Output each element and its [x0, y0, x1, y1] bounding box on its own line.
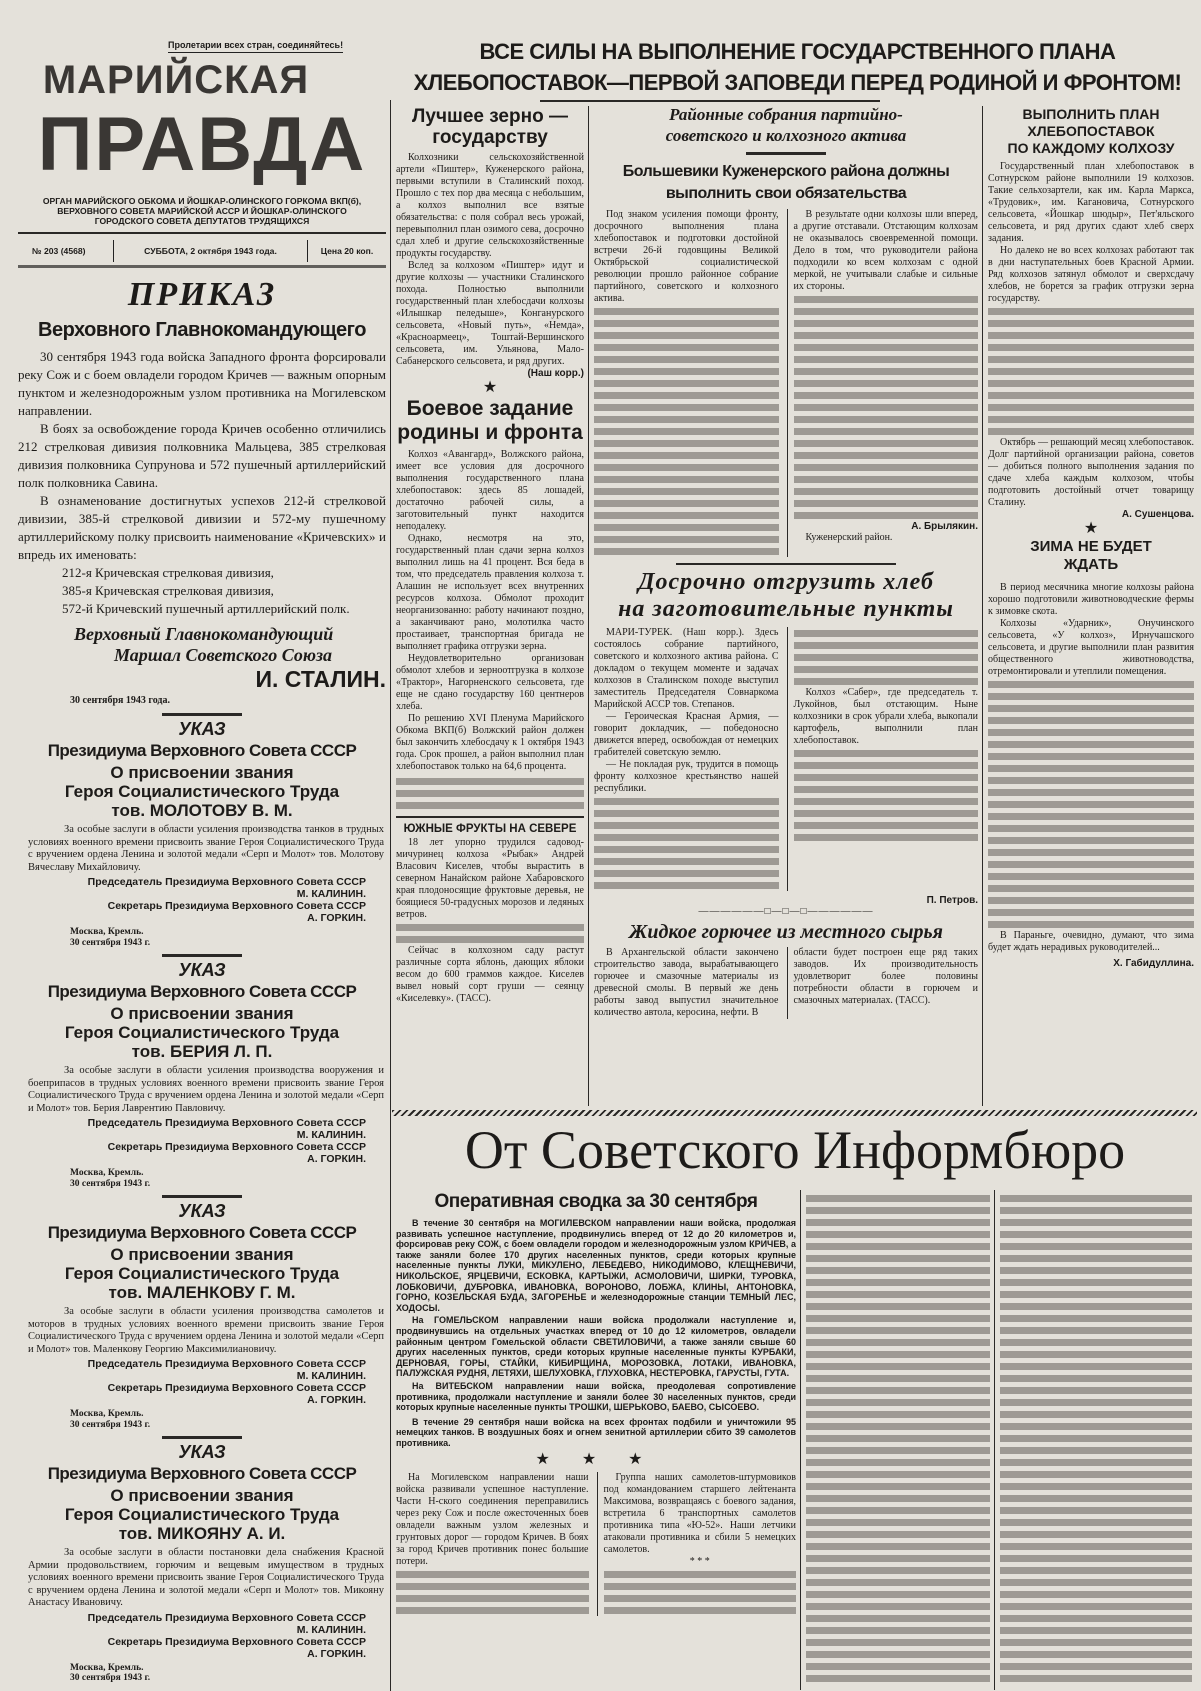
ukaz-secretary: Секретарь Президиума Верховного Совета СССР [107, 900, 366, 912]
banner-line: ВСЕ СИЛЫ НА ВЫПОЛНЕНИЕ ГОСУДАРСТВЕННОГО ПЛАНА [479, 39, 1116, 64]
article-paragraph: 18 лет упорно трудился садовод-мичуринец колхоза «Рыбак» Андрей Власович Киселев, чтобы вырастить в северном Нанайском районе Хабаровского края плодоносящие фруктовые деревья, не боящиеся 50-градусных морозов и ледяных ветров. [396, 837, 584, 920]
article-paragraph: — Не покладая рук, трудится в помощь фронту колхозное крестьянство нашей республики. [594, 759, 779, 794]
article-title: Жидкое горючее из местного сырья [629, 921, 943, 943]
report-continuation-text [1000, 1192, 1192, 1687]
ukaz-person: тов. МОЛОТОВУ В. М. [111, 801, 293, 820]
organ-line: ОРГАН МАРИЙСКОГО ОБКОМА И ЙОШКАР-ОЛИНСКОГО ГОРКОМА ВКП(б), [42, 196, 362, 206]
prikaz-paragraph: В ознаменование достигнутых успехов 212-й стрелковой дивизии, 385-й стрелковой дивизии и 572-му пушечному артиллерийскому полку присвоить наименование «Кричевских» и впредь их именовать: [18, 493, 386, 562]
ukaz-date: 30 сентября 1943 г. [70, 1419, 151, 1430]
prikaz-title: ПРИКАЗ [127, 276, 277, 313]
ukaz-place: Москва, Кремль. [70, 1168, 144, 1178]
ukaz-issuer: Президиума Верховного Совета СССР [47, 741, 357, 760]
news-paragraph: На Могилевском направлении наши войска развивали успешное наступление. Части Н-ского соединения переправились через реку Сож и после ожесточенных боев овладели важным узлом железных и грунтовых дорог — городом Кричев. В боях за город Кричев противник понес большие потери. [396, 1472, 589, 1568]
issue-number: № 203 (4568) [32, 246, 86, 256]
article-paragraph: Колхозники сельскохозяйственной артели «Пиштер», Куженерского района, первыми вступили в Сталинский поход. Прошло с тех пор два месяца с небольшим, а колхоз выполнил все взятые обязательства: с поля собрал весь урожай, перевыполнил план озимого сева, досрочно сдал хлеб и другие сельскохозяйственные продукты государству. [396, 152, 584, 259]
masthead-organ [18, 196, 386, 226]
divider [162, 954, 242, 957]
ukaz-secretary: Секретарь Президиума Верховного Совета СССР [107, 1141, 366, 1153]
organ-line: ВЕРХОВНОГО СОВЕТА МАРИЙСКОЙ АССР И ЙОШКАР-ОЛИНСКОГО [57, 206, 347, 216]
organ-line: ГОРОДСКОГО СОВЕТА ДЕПУТАТОВ ТРУДЯЩИХСЯ [94, 216, 310, 226]
article-paragraph: В Параньге, очевидно, думают, что зима будет ждать нерадивых руководителей... [988, 930, 1194, 953]
unit-name: 212-я Кричевская стрелковая дивизия, [62, 565, 274, 580]
text-block [594, 795, 779, 891]
issue-info-row [18, 240, 386, 262]
ornament-divider: ——————□—□—□—————— [698, 906, 874, 917]
ukaz-person: тов. МАЛЕНКОВУ Г. М. [108, 1283, 296, 1302]
ukaz-body: За особые заслуги в области усиления производства танков в трудных условиях военного времени присвоить звание Героя Социалистического Труда с вручением ордена Ленина и золотой медали «Серп и Молот» тов. Молотову Вячеславу Михайловичу. [28, 824, 384, 873]
column-b [594, 104, 978, 1019]
prikaz-signer-title: Маршал Советского Союза [114, 645, 333, 665]
masthead-title-main: ПРАВДА [37, 102, 367, 187]
report-paragraph: В течение 30 сентября на МОГИЛЕВСКОМ направлении наши войска, продолжая развивать успешное наступление, продвинулись вперед от 12 до 20 километров и, форсировав реку СОЖ, с боем овладели городом и железнодорожным узлом КРИЧЕВ, а также заняли более 170 других населенных пунктов, среди которых крупные населенные пункты ЛУКИ, МИКУЛЕНО, ЛЕБЕДЕВО, НИКОДИМОВО, КЛЕЩНЕВИЧИ, НИКОЛЬСКОЕ, ЯРЦЕВИЧИ, ЕСКОВКА, КАРТЫЖИ, АСМОЛОВИЧИ, ШИРКИ, ТУРОВКА, ЛОБКОВИЧИ, ДУБРОВКА, ИВАНОВКА, ВОРОНОВО, ЛОБЖА, КЛИНЫ, АНТОНОВКА, ГОРНО, КОЗЕЛЬСКАЯ БУДА, ЗАГОРЕНЬЕ и железнодорожные станции ТЕМНЫЙ ЛЕС, ХОДОСЫ. [396, 1218, 796, 1313]
text-block [604, 1568, 797, 1616]
ukaz-title: УКАЗ [178, 1201, 226, 1221]
sovinform-title: От Советского Информбюро [464, 1120, 1126, 1180]
ukaz-body: За особые заслуги в области усиления производства вооружения и боеприпасов в трудных условиях военного времени присвоить звание Героя Социалистического Труда с вручением ордена Ленина и золотой медали «Серп и Молот» тов. Берия Лаврентию Павловичу. [28, 1065, 384, 1114]
ukaz-person: тов. БЕРИЯ Л. П. [131, 1042, 273, 1061]
article-paragraph: Государственный план хлебопоставок в Сотнурском районе выполнили 19 колхозов. Такие сельхозартели, как им. Карла Маркса, «Трудовик», им. Кагановича, Сотнурского сельсовета, «Йошкар шюдыр», Пет'яльского сельсовета, и ряд других сдают хлеб сверх задания. [988, 161, 1194, 244]
article-paragraph: — Героическая Красная Армия, — говорит докладчик, — победоносно движется вперед, освобождая от немецких грабителей советскую землю. [594, 711, 779, 758]
article-paragraph: По решению XVI Пленума Марийского Обкома ВКП(б) Волжский район должен был закончить хлебосдачу к 1 октября 1943 года. Срок прошел, а район выполнил план хлебопоставок только на 64,6 процента. [396, 713, 584, 772]
signature: П. Петров. [926, 895, 978, 906]
ukaz-body: За особые заслуги в области постановки дела снабжения Красной Армии продовольствием, горючим и вещевым имуществом в трудных условиях военного времени присвоить звание Героя Социалистического Труда с вручением ордена Ленина и золотой медали «Серп и Молот» тов. Микояну Анастасу Ивановичу. [28, 1547, 384, 1608]
headline: выполнить свои обязательства [665, 185, 907, 202]
article-paragraph: Сейчас в колхозном саду растут различные сорта яблонь, дающих яблоки весом до 600 граммов каждое. Киселев вывел новый сорт груши — сеянцу «Киселевку». (ТАСС). [396, 945, 584, 1004]
sovinform-report [396, 1190, 796, 1616]
ukaz-title: УКАЗ [178, 719, 226, 739]
ukaz-date: 30 сентября 1943 г. [70, 1673, 151, 1683]
text-block [396, 1568, 589, 1616]
divider [162, 1436, 242, 1439]
stars-divider: ★ ★ ★ [535, 1451, 657, 1469]
ukaz-place: Москва, Кремль. [70, 1409, 144, 1419]
star-icon: ★ [482, 379, 498, 396]
divider [162, 1195, 242, 1198]
ukaz-block [18, 1195, 386, 1430]
ukaz-about: О присвоении звания [110, 1004, 294, 1023]
report-paragraph: На ГОМЕЛЬСКОМ направлении наши войска продолжали наступление и, продвинувшись на отдельных участках вперед от 10 до 12 километров, овладели районным центром Гомельской области СВЕТИЛОВИЧИ, а также заняли свыше 60 других населенных пунктов, среди которых крупные населенные пункты КУРБАКИ, ДЕРНОВАЯ, ГОРЫ, СТАЙКИ, КИБИРЩИНА, МОРОЗОВКА, ЛОТАКИ, ИВАНОВКА, ПАЛУЖСКАЯ РУДНЯ, ЛЕТЯХИ, ШЕЛУХОВКА, ГЛУХОВКА, НЕСТЕРОВКА, ГАРУСТЫ, ГУТА. [396, 1315, 796, 1379]
article-paragraph: Неудовлетворительно организован обмолот хлебов и зерноотгрузка в колхозе «Трактор», Нагорненского сельсовета, где еще не сдано государству 160 центнеров хлеба. [396, 653, 584, 712]
text-block [794, 293, 979, 521]
article-paragraph: области будет построен еще ряд таких заводов. Их производительность удовлетворит более половины потребности области в горючем и смазочных материалах. (ТАСС). [793, 947, 978, 1006]
ukaz-date: 30 сентября 1943 г. [70, 1178, 151, 1189]
text-block [794, 627, 979, 687]
column-c [988, 106, 1194, 969]
masthead-title-top: МАРИЙСКАЯ [42, 58, 310, 102]
article-title: Досрочно отгрузить хлеб на заготовительные пункты [618, 569, 954, 622]
ukaz-chair: Председатель Президиума Верховного Совета СССР [87, 1117, 366, 1129]
prikaz-signer-name: И. СТАЛИН. [255, 666, 386, 692]
article-paragraph: Колхозы «Ударник», Онучинского сельсовета, «У колхоз», Ирнучашского сельсовета, и другие выполнили план развития общественного животноводства, отремонтировали и утеплили помещения. [988, 618, 1194, 677]
article-paragraph: Колхоз «Авангард», Волжского района, имеет все условия для досрочного выполнения государственного плана хлебопоставок: здесь 85 лошадей, достаточно рабочей силы, а заготовительный пункт находится неподалеку. [396, 449, 584, 532]
ukaz-block [18, 1436, 386, 1684]
ukaz-title: УКАЗ [178, 960, 226, 980]
ukaz-chair: Председатель Президиума Верховного Совета СССР [87, 1358, 366, 1370]
small-stars: * * * [689, 1556, 710, 1568]
text-block [594, 305, 779, 557]
report-paragraph: На ВИТЕБСКОМ направлении наши войска, преодолевая сопротивление противника, продолжали наступление и заняли более 30 населенных пунктов, среди которых крупные населенные пункты ТРОШКИ, ШЕРЬКОВО, БАЕВО, СЫСОЕВО. [396, 1380, 796, 1413]
ukaz-about: О присвоении звания [110, 1245, 294, 1264]
article-title: ЮЖНЫЕ ФРУКТЫ НА СЕВЕРЕ [403, 823, 577, 835]
ukaz-rank: Героя Социалистического Труда [64, 1264, 340, 1283]
ukaz-secretary-name: А. ГОРКИН. [307, 1394, 366, 1406]
ukaz-rank: Героя Социалистического Труда [64, 782, 340, 801]
wavy-divider [392, 1110, 1197, 1116]
ukaz-about: О присвоении звания [110, 1486, 294, 1505]
ukaz-about: О присвоении звания [110, 763, 294, 782]
article-paragraph: В результате одни колхозы шли вперед, а другие отставали. Отстающим колхозам не оказывалось своевременной помощи. Дело в том, что руководители района подходили ко всем колхозам с одной меркой, не учитывали слабые и сильные их стороны. [793, 209, 978, 292]
ukaz-place: Москва, Кремль. [70, 1662, 144, 1673]
article-title: Лучшее зерно — государству [412, 106, 568, 148]
prikaz-paragraph: В боях за освобождение города Кричев особенно отличились 212 стрелковая дивизия полковника Мальцева, 385 стрелковая дивизия полковника Супрунова и 572 пушечный артиллерийский полк полковника Савина. [18, 421, 386, 490]
article-paragraph: Под знаком усиления помощи фронту, досрочного выполнения плана хлебопоставок и подготовки достойной встречи 26-й годовщины Великой Октябрьской социалистической революции прошло районное собрание партийного, советского и колхозного актива. [594, 209, 779, 304]
article-paragraph: В период месячника многие колхозы района хорошо подготовили животноводческие фермы к зимовке скота. [988, 582, 1194, 617]
ukaz-date: 30 сентября 1943 г. [70, 937, 151, 948]
article-title: Боевое задание родины и фронта [397, 397, 583, 444]
prikaz-signer-title: Верховный Главнокомандующий [74, 624, 334, 644]
ukaz-chair: Председатель Президиума Верховного Совета СССР [87, 1611, 366, 1624]
ukaz-secretary-name: А. ГОРКИН. [307, 912, 366, 924]
article-paragraph: В Архангельской области закончено строительство завода, вырабатывающего горючее и смазочные материалы из древесной смолы. В первый же день работы завод выпустил значительное количество автола, керосина, нефти. В [594, 947, 779, 1018]
report-title: Оперативная сводка за 30 сентября [434, 1191, 758, 1212]
ukaz-place: Москва, Кремль. [70, 927, 144, 937]
article-paragraph: Колхоз «Сабер», где председатель т. Лукойнов, был отстающим. Ныне колхозники в срок убрали хлеба, выкопали картофель, выполнили план хлебопоставок. [793, 687, 978, 746]
banner-headline [395, 38, 1200, 100]
text-block [988, 305, 1194, 437]
column-a [396, 106, 584, 1005]
unit-name: 572-й Кричевский пушечный артиллерийский полк. [62, 601, 350, 616]
text-block [396, 775, 584, 811]
divider [162, 713, 242, 716]
article-title: ВЫПОЛНИТЬ ПЛАН ХЛЕБОПОСТАВОК ПО КАЖДОМУ КОЛХОЗУ [1007, 106, 1175, 156]
signature: А. Сушенцова. [1121, 509, 1194, 520]
text-block [794, 747, 979, 843]
ukaz-title: УКАЗ [178, 1442, 226, 1462]
ukaz-secretary-name: А. ГОРКИН. [307, 1153, 366, 1165]
ukaz-secretary: Секретарь Президиума Верховного Совета СССР [107, 1635, 366, 1648]
slogan: Пролетарии всех стран, соединяйтесь! [168, 40, 343, 53]
ukaz-rank: Героя Социалистического Труда [64, 1023, 340, 1042]
ukaz-issuer: Президиума Верховного Совета СССР [47, 982, 357, 1001]
unit-name: 385-я Кричевская стрелковая дивизия, [62, 583, 274, 598]
ukaz-chair: Председатель Президиума Верховного Совета СССР [87, 876, 366, 888]
kicker: Районные собрания партийно- советского и колхозного актива [665, 105, 907, 145]
signature: А. Брылякин. [911, 521, 978, 532]
news-paragraph: Группа наших самолетов-штурмовиков под командованием старшего лейтенанта Максимова, возвращаясь с боевого задания, встретила 6 транспортных самолетов противника типа «Ю-52». Наши летчики атаковали противника и сбили 5 немецких самолетов. [603, 1472, 796, 1556]
star-icon: ★ [1083, 520, 1099, 537]
article-paragraph: МАРИ-ТУРЕК. (Наш корр.). Здесь состоялось собрание партийного, советского и колхозного актива района. С докладом о текущем моменте и задачах колхозов в Сталинском походе выступил заместитель Председателя Совнаркома Марийской АССР тов. Степанов. [594, 627, 779, 710]
ukaz-chair-name: М. КАЛИНИН. [296, 1623, 366, 1636]
prikaz-date: 30 сентября 1943 года. [70, 695, 170, 706]
headline: Большевики Куженерского района должны [622, 163, 950, 180]
ukaz-chair-name: М. КАЛИНИН. [296, 1129, 366, 1141]
text-block [988, 678, 1194, 930]
text-block [396, 921, 584, 945]
ukaz-body: За особые заслуги в области усиления производства самолетов и моторов в трудных условиях военного времени присвоить звание Героя Социалистического Труда с вручением ордена Ленина и золотой медали «Серп и Молот» тов. Маленкову Георгию Максимилиановичу. [28, 1306, 384, 1355]
prikaz-subtitle: Верховного Главнокомандующего [38, 319, 366, 341]
byline: (Наш корр.) [527, 368, 584, 379]
ukaz-person: тов. МИКОЯНУ А. И. [118, 1524, 286, 1543]
ukaz-issuer: Президиума Верховного Совета СССР [47, 1464, 357, 1483]
article-paragraph: Но далеко не во всех колхозах работают так в дни наступательных боев Красной Армии. Ряд колхозов затянул обмолот и сверхсдачу хлебов, не борется за график отгрузки зерна государству. [988, 245, 1194, 304]
ukaz-rank: Героя Социалистического Труда [64, 1505, 340, 1524]
signature: Х. Габидуллина. [1113, 958, 1194, 969]
ukaz-block [18, 713, 386, 948]
ukaz-chair-name: М. КАЛИНИН. [296, 888, 366, 900]
article-title: ЗИМА НЕ БУДЕТ ЖДАТЬ [1030, 538, 1152, 573]
ukaz-block [18, 954, 386, 1189]
article-paragraph: Вслед за колхозом «Пиштер» идут и другие колхозы — участники Сталинского похода. Полностью выполнили государственный план хлебосдачи колхозы «Илышкар пеледыше», Конганурского сельсовета, «Новый путь», «Немда», «Красноармеец», Тоштай-Вершинского сельсовета, им. Ульянова, Мало-Сабанерского сельсовета, и ряд других. [396, 260, 584, 367]
article-paragraph: Октябрь — решающий месяц хлебопоставок. Долг партийной организации района, советов — добиться полного выполнения задания по сдаче хлеба каждым колхозом, чтобы подготовить достойный отчет товарищу Сталину. [988, 437, 1194, 508]
report-paragraph: В течение 29 сентября наши войска на всех фронтах подбили и уничтожили 95 немецких танков. В воздушных боях и огнем зенитной артиллерии сбито 39 самолетов противника. [396, 1416, 796, 1448]
report-continuation-text [806, 1192, 990, 1687]
ukaz-secretary-name: А. ГОРКИН. [307, 1647, 366, 1660]
article-paragraph: Однако, несмотря на это, государственный план сдачи зерна колхоз выполнил лишь на 41 процент. Вся беда в том, что председатель правления колхоза т. Алашин не использует всех внутренних ресурсов колхоза. Обмолот проходит неорганизованно: работу начинают поздно, а заканчивают рано, молотилка часто простаивает, транспортная бригада не выполняет графика отгрузки зерна. [396, 533, 584, 652]
issue-date: СУББОТА, 2 октября 1943 года. [113, 240, 308, 262]
issue-price: Цена 20 коп. [320, 246, 374, 256]
district: Куженерский район. [805, 532, 893, 543]
ukaz-issuer: Президиума Верховного Совета СССР [47, 1223, 357, 1242]
prikaz-paragraph: 30 сентября 1943 года войска Западного фронта форсировали реку Сож и с боем овладели городом Кричев — важным опорным пунктом и железнодорожным узлом противника на Могилевском направлении. [18, 349, 386, 418]
ukaz-chair-name: М. КАЛИНИН. [296, 1370, 366, 1382]
banner-line: ХЛЕБОПОСТАВОК—ПЕРВОЙ ЗАПОВЕДИ ПЕРЕД РОДИНОЙ И ФРОНТОМ! [413, 70, 1182, 95]
ukaz-secretary: Секретарь Президиума Верховного Совета СССР [107, 1382, 366, 1394]
